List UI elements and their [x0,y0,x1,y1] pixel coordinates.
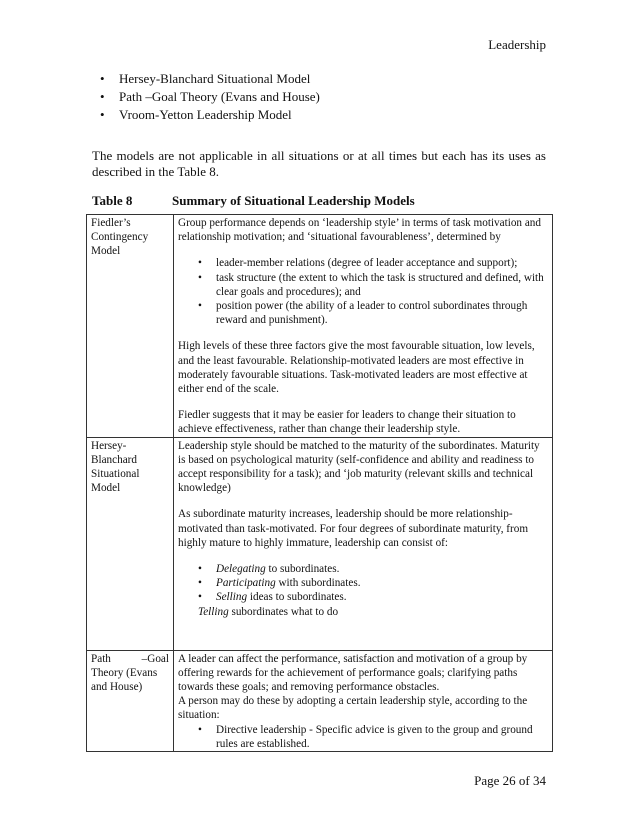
table-row [87,215,553,438]
description-paragraph: Leadership style should be matched to the maturity of the subordinates. Maturity is based on psychological maturity (self-confidence and ability and readiness to accept responsibility for a task); and ‘job maturity (relevant skills and technical knowledge) [178,439,540,495]
list-item [178,576,548,590]
table-row [87,437,553,650]
list-item: • Directive leadership - Specific advice is given to the group and ground rules are established. [178,723,548,751]
leadership-styles-list [178,562,548,605]
model-name-line: Model [91,482,121,495]
model-name-line: Hersey- [91,439,127,452]
intro-paragraph: The models are not applicable in all situations or at all times but each has its uses as described in the Table 8. [92,148,546,179]
list-item: • Path –Goal Theory (Evans and House) [100,88,320,106]
model-name-word: –Goal [141,652,169,665]
model-name-cell [87,437,174,650]
model-description-cell [174,650,553,751]
description-paragraph: A person may do these by adopting a certain leadership style, according to the situation: [178,695,528,722]
model-name-line: and House) [91,681,143,694]
description-paragraph: High levels of these three factors give the most favourable situation, low levels, and the least favourable. Relationship-motivated leaders are most effective in moderately favourable situations. Task-motivated leaders are most effective at either end of the scale. [178,340,535,396]
style-term: Participating [216,577,276,590]
page-number: Page 26 of 34 [474,773,546,788]
model-name-word: Path [91,652,111,665]
description-paragraph: A leader can affect the performance, satisfaction and motivation of a group by offering rewards for the achievement of performance goals; clarifying paths towards these goals; and removing performance obstacles. [178,652,528,694]
model-name-line: Fiedler’s [91,217,131,229]
style-text: subordinates what to do [228,605,339,618]
model-name-line: Theory (Evans [91,666,158,679]
description-paragraph: Group performance depends on ‘leadership style’ in terms of task motivation and relationship motivation; and ‘situational favourableness’, determined by [178,217,541,244]
list-item [178,590,548,604]
model-name-line [91,652,169,666]
list-item: • leader-member relations (degree of leader acceptance and support); [178,256,548,270]
model-name-line: Model [91,245,121,258]
telling-line [178,605,548,619]
style-text: to subordinates. [265,563,340,576]
list-item [178,562,548,576]
list-item: • Hersey-Blanchard Situational Model [100,70,320,88]
model-name-line: Contingency [91,231,149,244]
situational-models-table [86,214,553,752]
style-term: Telling [198,605,229,618]
model-name-cell [87,650,174,751]
style-term: Delegating [216,563,266,576]
factor-list [178,256,548,327]
running-header: Leadership [488,37,546,52]
table-number: Table 8 [92,193,133,208]
model-description-cell [174,215,553,438]
style-text: ideas to subordinates. [247,591,347,604]
description-paragraph: As subordinate maturity increases, leadership should be more relationship-motivated than task-motivated. For four degrees of subordinate maturity, from highly mature to highly immature, leadership can consist of: [178,508,529,549]
description-paragraph: Fiedler suggests that it may be easier for leaders to change their situation to achieve effectiveness, rather than change their leadership style. [178,409,516,436]
leadership-types-list [178,723,548,751]
model-name-cell [87,215,174,438]
list-item: • position power (the ability of a leader to control subordinates through reward and punishment). [178,299,548,327]
model-description-cell [174,437,553,650]
table-row [87,650,553,751]
list-item: • Vroom-Yetton Leadership Model [100,106,320,124]
model-name-line: Situational [91,468,140,481]
model-name-line: Blanchard [91,453,137,466]
style-text: with subordinates. [275,577,361,590]
models-bullet-list [100,70,320,124]
list-item: • task structure (the extent to which the task is structured and defined, with clear goals and procedures); and [178,271,548,299]
table-title: Summary of Situational Leadership Models [172,193,415,208]
style-term: Selling [216,591,248,604]
